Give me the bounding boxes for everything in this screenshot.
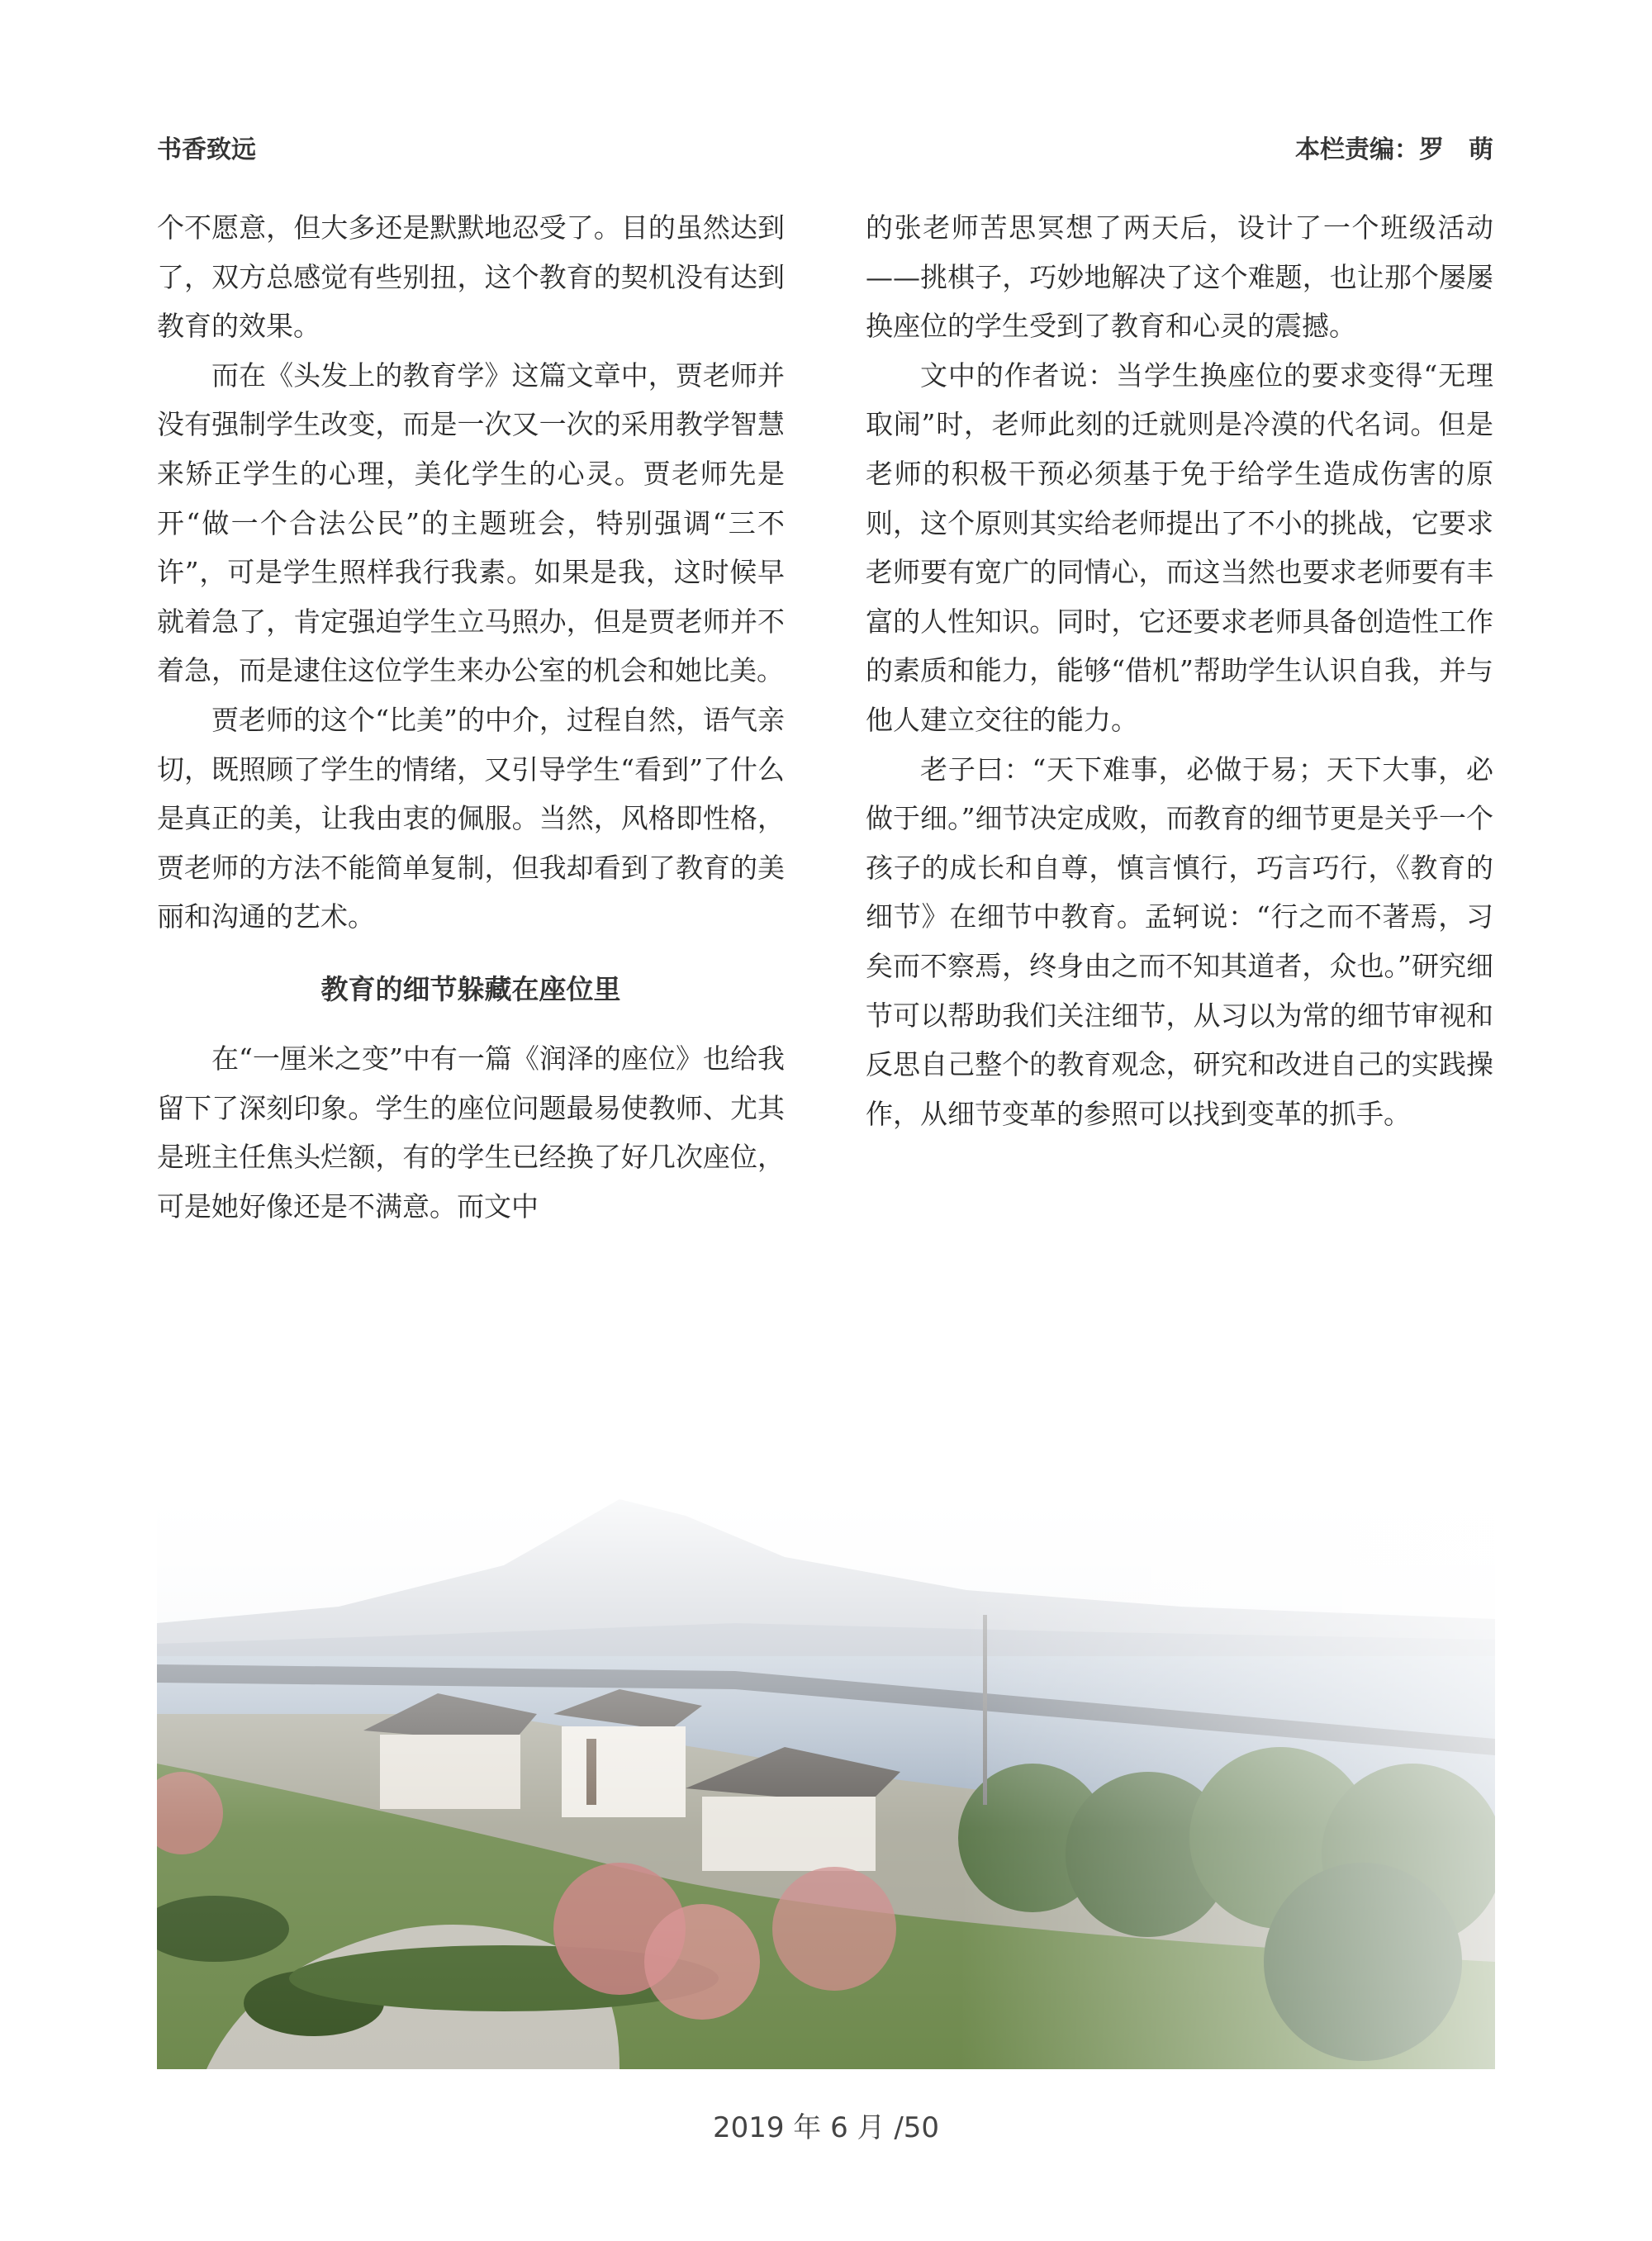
paragraph: 老子曰：“天下难事，必做于易；天下大事，必做于细。”细节决定成败，而教育的细节更是关乎一个孩子的成长和自尊，慎言慎行，巧言巧行，《教育的细节》在细节中教育。孟轲说：“行之而不著焉，习矣而不察焉，终身由之而不知其道者，众也。”研究细节可以帮助我们关注细节，从习以为常的细节审视和反思自己整个的教育观念，研究和改进自己的实践操作，从细节变革的参照可以找到变革的抓手。	[866, 753, 1493, 1130]
page-number: 2019 年 6 月 /50	[712, 2111, 940, 2144]
left-column	[157, 203, 785, 1231]
editor-credit: 本栏责编：罗 萌	[1295, 135, 1493, 164]
section-title: 书香致远	[157, 135, 256, 164]
right-column	[866, 203, 1493, 1138]
section-heading: 教育的细节躲藏在座位里	[320, 972, 621, 1005]
paragraph: 个不愿意，但大多还是默默地忍受了。目的虽然达到了，双方总感觉有些别扭，这个教育的契机没有达到教育的效果。	[157, 211, 785, 343]
landscape-photo	[157, 1466, 1495, 2069]
paragraph: 贾老师的这个“比美”的中介，过程自然，语气亲切，既照顾了学生的情绪，又引导学生“看到”了什么是真正的美，让我由衷的佩服。当然，风格即性格，贾老师的方法不能简单复制，但我却看到了教育的美丽和沟通的艺术。	[157, 703, 785, 933]
paragraph: 而在《头发上的教育学》这篇文章中，贾老师并没有强制学生改变，而是一次又一次的采用教学智慧来矫正学生的心理，美化学生的心灵。贾老师先是开“做一个合法公民”的主题班会，特别强调“三不许”，可是学生照样我行我素。如果是我，这时候早就着急了，肯定强迫学生立马照办，但是贾老师并不着急，而是逮住这位学生来办公室的机会和她比美。	[157, 358, 785, 687]
paragraph: 文中的作者说：当学生换座位的要求变得“无理取闹”时，老师此刻的迁就则是冷漠的代名词。但是老师的积极干预必须基于免于给学生造成伤害的原则，这个原则其实给老师提出了不小的挑战，它要求老师要有宽广的同情心，而这当然也要求老师要有丰富的人性知识。同时，它还要求老师具备创造性工作的素质和能力，能够“借机”帮助学生认识自我，并与他人建立交往的能力。	[866, 358, 1493, 736]
paragraph: 的张老师苦思冥想了两天后，设计了一个班级活动——挑棋子，巧妙地解决了这个难题，也让那个屡屡换座位的学生受到了教育和心灵的震撼。	[866, 211, 1493, 343]
paragraph: 在“一厘米之变”中有一篇《润泽的座位》也给我留下了深刻印象。学生的座位问题最易使教师、尤其是班主任焦头烂额，有的学生已经换了好几次座位，可是她好像还是不满意。而文中	[157, 1042, 785, 1223]
